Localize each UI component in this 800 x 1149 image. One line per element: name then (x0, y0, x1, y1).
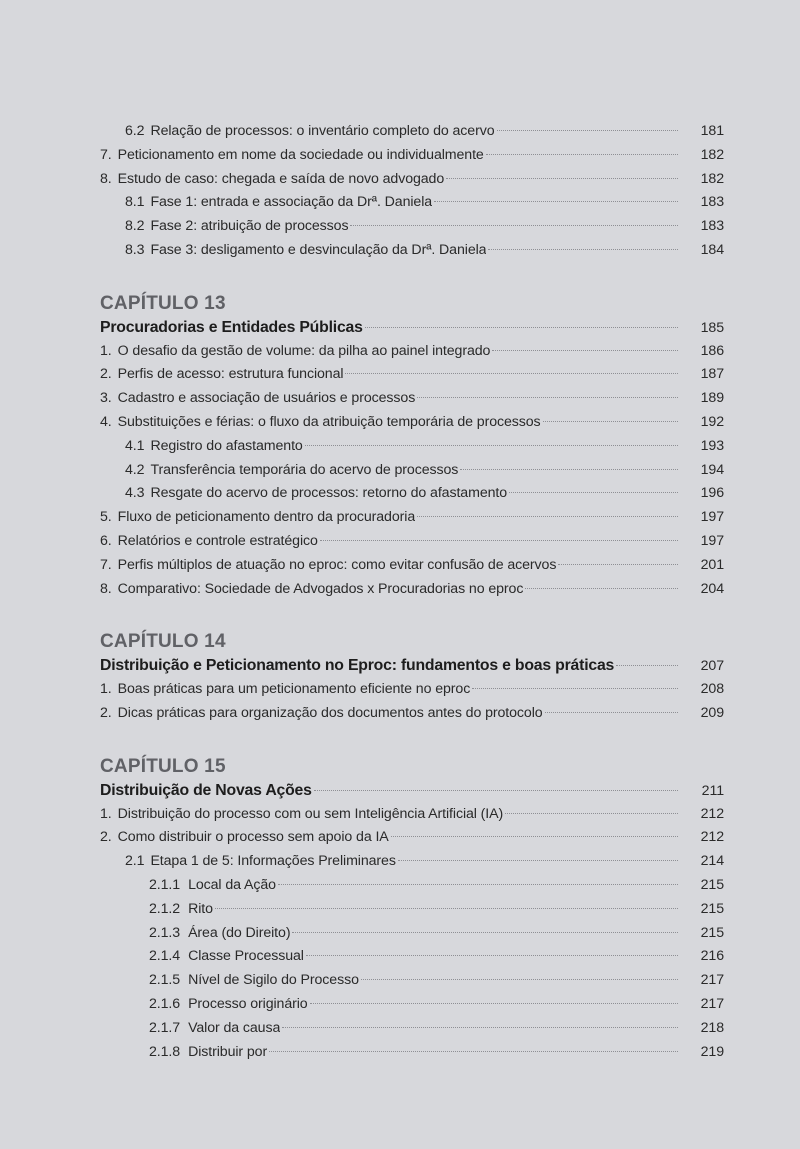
entry-title: Local da Ação (188, 876, 276, 893)
dot-leader (446, 178, 678, 179)
page-number: 193 (700, 437, 724, 454)
page-number: 217 (700, 995, 724, 1012)
entry-title: Rito (188, 900, 213, 917)
dot-leader (365, 327, 678, 328)
toc-entry (100, 803, 724, 827)
page-number: 181 (700, 123, 724, 139)
entry-title: Processo originário (188, 995, 308, 1012)
dot-leader (282, 1027, 678, 1028)
toc-entry (100, 506, 724, 530)
entry-title: Fase 3: desligamento e desvinculação da Drª. Daniela (150, 241, 487, 258)
page-number: 197 (700, 532, 724, 549)
entry-title: Substituições e férias: o fluxo da atribuição temporária de processos (117, 413, 541, 430)
entry-number: 2. (100, 829, 112, 846)
dot-leader (345, 373, 678, 374)
page-number: 218 (700, 1019, 724, 1036)
entry-title: Valor da causa (188, 1019, 281, 1036)
page-number: 183 (700, 218, 724, 235)
entry-title: Classe Processual (188, 948, 304, 965)
page-number: 215 (700, 900, 724, 917)
page-number: 182 (700, 170, 724, 187)
entry-title: Peticionamento em nome da sociedade ou individualmente (117, 146, 484, 163)
dot-leader (434, 201, 678, 202)
entry-title: Resgate do acervo de processos: retorno do afastamento (150, 485, 508, 502)
toc-entry (100, 120, 724, 144)
page-number: 182 (700, 146, 724, 163)
chapter-label: CAPÍTULO 14 (100, 631, 226, 653)
toc-entry (100, 1041, 724, 1065)
page-number: 204 (700, 580, 724, 597)
toc-entry (100, 239, 724, 263)
dot-leader (558, 564, 678, 565)
dot-leader (509, 492, 678, 493)
dot-leader (269, 1051, 678, 1052)
chapter-title-row (100, 779, 724, 803)
page-number: 186 (700, 342, 724, 359)
entry-title: O desafio da gestão de volume: da pilha ao painel integrado (117, 342, 491, 359)
entry-title: Dicas práticas para organização dos documentos antes do protocolo (117, 704, 543, 721)
entry-number: 4.1 (125, 437, 145, 454)
entry-title: Fase 2: atribuição de processos (150, 218, 349, 235)
dot-leader (292, 932, 678, 933)
chapter-title: Distribuição e Peticionamento no Eproc: fundamentos e boas práticas (100, 657, 615, 675)
dot-leader (320, 540, 678, 541)
page-number: 196 (700, 485, 724, 502)
entry-number: 2.1.5 (149, 972, 181, 989)
entry-title: Fase 1: entrada e associação da Drª. Daniela (150, 194, 433, 211)
page-number: 214 (700, 853, 724, 870)
toc-entry (100, 411, 724, 435)
toc-entry (100, 459, 724, 483)
chapter-label: CAPÍTULO 15 (100, 755, 226, 777)
entry-title: Boas práticas para um peticionamento eficiente no eproc (117, 681, 471, 698)
toc-entry (100, 678, 724, 702)
dot-leader (361, 979, 678, 980)
entry-title: Transferência temporária do acervo de processos (150, 461, 459, 478)
toc-entry (100, 874, 724, 898)
dot-leader (417, 397, 678, 398)
toc-entry (100, 993, 724, 1017)
entry-number: 2. (100, 366, 112, 383)
entry-number: 2.1.2 (149, 900, 181, 917)
dot-leader (310, 1003, 678, 1004)
entry-number: 7. (100, 556, 112, 573)
toc-entry (100, 969, 724, 993)
dot-leader (616, 665, 678, 666)
dot-leader (305, 445, 678, 446)
entry-number: 1. (100, 342, 112, 359)
entry-number: 4.3 (125, 485, 145, 502)
entry-number: 8. (100, 170, 112, 187)
chapter-title: Procuradorias e Entidades Públicas (100, 318, 363, 336)
page-number: 187 (700, 366, 724, 383)
chapter-label: CAPÍTULO 13 (100, 292, 226, 314)
dot-leader (278, 884, 678, 885)
entry-title: Distribuição do processo com ou sem Inteligência Artificial (IA) (117, 805, 504, 822)
dot-leader (486, 154, 678, 155)
entry-title: Como distribuir o processo sem apoio da IA (117, 829, 389, 846)
dot-leader (398, 860, 678, 861)
dot-leader (391, 836, 678, 837)
entry-number: 2.1.1 (149, 876, 181, 893)
dot-leader (417, 516, 678, 517)
toc-entry (100, 530, 724, 554)
page-number: 215 (700, 924, 724, 941)
entry-title: Perfis de acesso: estrutura funcional (117, 366, 344, 383)
page-number: 209 (700, 704, 724, 721)
dot-leader (460, 469, 678, 470)
page-number: 216 (700, 948, 724, 965)
page-number: 185 (700, 319, 724, 336)
dot-leader (472, 688, 678, 689)
page-number: 201 (700, 556, 724, 573)
page-number: 194 (700, 461, 724, 478)
entry-title: Estudo de caso: chegada e saída de novo advogado (117, 170, 445, 187)
toc-entry (100, 363, 724, 387)
page-number: 192 (700, 413, 724, 430)
page-number: 219 (700, 1043, 724, 1060)
dot-leader (306, 955, 678, 956)
entry-number: 4.2 (125, 461, 145, 478)
dot-leader (350, 225, 678, 226)
dot-leader (497, 130, 678, 131)
entry-number: 2.1.4 (149, 948, 181, 965)
toc-entry (100, 482, 724, 506)
entry-number: 6.2 (125, 123, 145, 139)
entry-number: 1. (100, 805, 112, 822)
toc-entry (100, 387, 724, 411)
page-number: 212 (700, 805, 724, 822)
toc-entry (100, 850, 724, 874)
toc-entry (100, 144, 724, 168)
toc-entry (100, 922, 724, 946)
chapter-title-row (100, 316, 724, 340)
entry-number: 1. (100, 681, 112, 698)
page-number: 183 (700, 194, 724, 211)
page-number: 189 (700, 390, 724, 407)
entry-number: 8.3 (125, 241, 145, 258)
toc-entry (100, 1017, 724, 1041)
entry-number: 4. (100, 413, 112, 430)
entry-title: Cadastro e associação de usuários e processos (117, 390, 416, 407)
entry-title: Relatórios e controle estratégico (117, 532, 318, 549)
toc-entry (100, 215, 724, 239)
entry-title: Fluxo de peticionamento dentro da procuradoria (117, 509, 416, 526)
dot-leader (525, 588, 678, 589)
entry-title: Distribuir por (188, 1043, 268, 1060)
dot-leader (543, 421, 678, 422)
table-of-contents (100, 120, 724, 1064)
dot-leader (505, 813, 678, 814)
page-number: 184 (700, 241, 724, 258)
entry-title: Área (do Direito) (188, 924, 291, 941)
dot-leader (492, 350, 678, 351)
dot-leader (215, 908, 678, 909)
entry-number: 8.2 (125, 218, 145, 235)
toc-entry (100, 554, 724, 578)
entry-number: 6. (100, 532, 112, 549)
toc-entry (100, 578, 724, 602)
toc-entry (100, 340, 724, 364)
page-number: 211 (701, 782, 724, 799)
toc-entry (100, 826, 724, 850)
toc-entry (100, 702, 724, 726)
chapter-title-row (100, 654, 724, 678)
toc-entry (100, 435, 724, 459)
entry-title: Registro do afastamento (150, 437, 303, 454)
page-number: 208 (700, 681, 724, 698)
page-number: 207 (700, 658, 724, 675)
entry-title: Comparativo: Sociedade de Advogados x Procuradorias no eproc (117, 580, 524, 597)
chapter-title: Distribuição de Novas Ações (100, 781, 312, 799)
entry-number: 7. (100, 146, 112, 163)
toc-entry (100, 945, 724, 969)
entry-number: 3. (100, 390, 112, 407)
dot-leader (314, 790, 678, 791)
entry-number: 8.1 (125, 194, 145, 211)
entry-number: 5. (100, 509, 112, 526)
entry-number: 2.1 (125, 853, 145, 870)
entry-number: 2.1.6 (149, 995, 181, 1012)
entry-number: 2. (100, 704, 112, 721)
page-number: 215 (700, 876, 724, 893)
entry-number: 8. (100, 580, 112, 597)
toc-entry (100, 898, 724, 922)
entry-title: Nível de Sigilo do Processo (188, 972, 359, 989)
toc-entry (100, 168, 724, 192)
page-number: 212 (700, 829, 724, 846)
entry-title: Relação de processos: o inventário completo do acervo (150, 123, 495, 139)
dot-leader (545, 712, 678, 713)
entry-number: 2.1.8 (149, 1043, 181, 1060)
entry-title: Etapa 1 de 5: Informações Preliminares (150, 853, 396, 870)
entry-number: 2.1.3 (149, 924, 181, 941)
toc-entry (100, 191, 724, 215)
page-number: 197 (700, 509, 724, 526)
entry-title: Perfis múltiplos de atuação no eproc: como evitar confusão de acervos (117, 556, 557, 573)
entry-number: 2.1.7 (149, 1019, 181, 1036)
dot-leader (488, 249, 678, 250)
page-number: 217 (700, 972, 724, 989)
